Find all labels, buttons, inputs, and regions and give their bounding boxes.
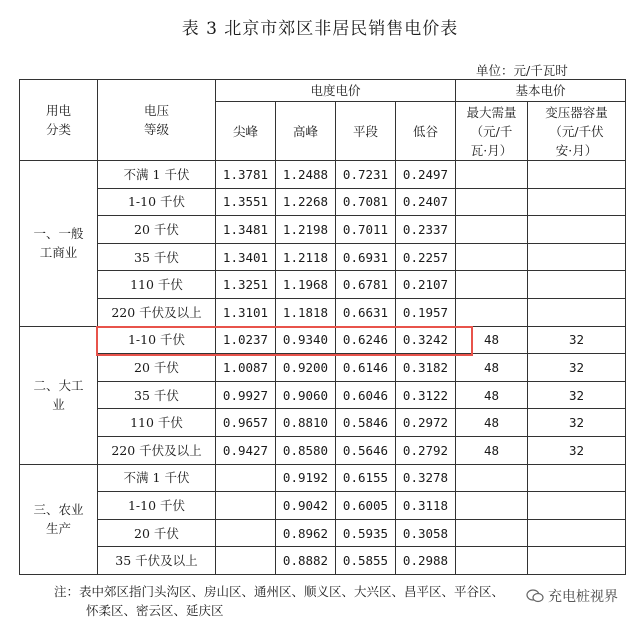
demand-cell (456, 519, 528, 547)
header-peak: 高峰 (276, 102, 336, 161)
demand-cell: 48 (456, 381, 528, 409)
capacity-cell (528, 243, 626, 271)
table-row (20, 161, 626, 189)
flat-cell: 0.6046 (336, 381, 396, 409)
capacity-cell (528, 519, 626, 547)
demand-cell (456, 216, 528, 244)
table-row (20, 464, 626, 492)
peak-cell: 0.9200 (276, 354, 336, 382)
tariff-table (19, 79, 626, 575)
table-row (20, 381, 626, 409)
peak-cell: 1.1968 (276, 271, 336, 299)
voltage-cell: 35 千伏 (98, 381, 216, 409)
flat-cell: 0.7081 (336, 188, 396, 216)
capacity-cell (528, 547, 626, 575)
sharp-cell: 0.9657 (216, 409, 276, 437)
demand-cell (456, 464, 528, 492)
voltage-cell: 35 千伏及以上 (98, 547, 216, 575)
flat-cell: 0.6155 (336, 464, 396, 492)
header-transformer-capacity: 变压器容量 （元/千伏 安·月） (528, 102, 626, 161)
header-basic-price: 基本电价 (456, 80, 626, 102)
watermark-text: 充电桩视界 (548, 589, 618, 605)
peak-cell: 0.9042 (276, 492, 336, 520)
capacity-cell: 32 (528, 354, 626, 382)
voltage-cell: 220 千伏及以上 (98, 298, 216, 326)
valley-cell: 0.2257 (396, 243, 456, 271)
sharp-cell: 1.0087 (216, 354, 276, 382)
header-max-demand: 最大需量 （元/千 瓦·月） (456, 102, 528, 161)
demand-cell (456, 188, 528, 216)
voltage-cell: 110 千伏 (98, 409, 216, 437)
demand-cell (456, 492, 528, 520)
voltage-cell: 不满 1 千伏 (98, 161, 216, 189)
table-row (20, 354, 626, 382)
sharp-cell: 1.3781 (216, 161, 276, 189)
sharp-cell (216, 547, 276, 575)
table-row (20, 492, 626, 520)
demand-cell (456, 298, 528, 326)
table-row (20, 409, 626, 437)
flat-cell: 0.6005 (336, 492, 396, 520)
sharp-cell: 1.3251 (216, 271, 276, 299)
capacity-cell: 32 (528, 409, 626, 437)
voltage-cell: 不满 1 千伏 (98, 464, 216, 492)
valley-cell: 0.2988 (396, 547, 456, 575)
sharp-cell (216, 519, 276, 547)
capacity-cell (528, 216, 626, 244)
voltage-cell: 20 千伏 (98, 354, 216, 382)
peak-cell: 0.8962 (276, 519, 336, 547)
category-cell: 二、大工 业 (20, 326, 98, 464)
voltage-cell: 1-10 千伏 (98, 326, 216, 354)
sharp-cell: 1.3481 (216, 216, 276, 244)
flat-cell: 0.6146 (336, 354, 396, 382)
flat-cell: 0.6631 (336, 298, 396, 326)
sharp-cell: 1.0237 (216, 326, 276, 354)
peak-cell: 0.8882 (276, 547, 336, 575)
flat-cell: 0.5935 (336, 519, 396, 547)
valley-cell: 0.3118 (396, 492, 456, 520)
capacity-cell (528, 188, 626, 216)
sharp-cell (216, 464, 276, 492)
sharp-cell: 1.3101 (216, 298, 276, 326)
peak-cell: 1.2118 (276, 243, 336, 271)
demand-cell (456, 161, 528, 189)
valley-cell: 0.3058 (396, 519, 456, 547)
table-row (20, 519, 626, 547)
valley-cell: 0.2792 (396, 436, 456, 464)
valley-cell: 0.2107 (396, 271, 456, 299)
footnote-line-1: 注：表中郊区指门头沟区、房山区、通州区、顺义区、大兴区、昌平区、平谷区、 (54, 584, 505, 599)
table-row (20, 298, 626, 326)
sharp-cell: 0.9427 (216, 436, 276, 464)
voltage-cell: 1-10 千伏 (98, 188, 216, 216)
flat-cell: 0.7011 (336, 216, 396, 244)
demand-cell: 48 (456, 326, 528, 354)
peak-cell: 0.9192 (276, 464, 336, 492)
flat-cell: 0.6781 (336, 271, 396, 299)
sharp-cell: 0.9927 (216, 381, 276, 409)
voltage-cell: 1-10 千伏 (98, 492, 216, 520)
demand-cell: 48 (456, 409, 528, 437)
valley-cell: 0.3242 (396, 326, 456, 354)
demand-cell: 48 (456, 436, 528, 464)
page-title: 表 3 北京市郊区非居民销售电价表 (181, 19, 459, 39)
header-flat: 平段 (336, 102, 396, 161)
peak-cell: 0.8810 (276, 409, 336, 437)
category-cell: 三、农业 生产 (20, 464, 98, 574)
capacity-cell (528, 492, 626, 520)
table-row (20, 188, 626, 216)
sharp-cell: 1.3401 (216, 243, 276, 271)
peak-cell: 0.8580 (276, 436, 336, 464)
capacity-cell (528, 298, 626, 326)
table-row (20, 326, 626, 354)
valley-cell: 0.2337 (396, 216, 456, 244)
header-sharp-peak: 尖峰 (216, 102, 276, 161)
header-voltage: 电压 等级 (98, 80, 216, 161)
capacity-cell (528, 271, 626, 299)
valley-cell: 0.2972 (396, 409, 456, 437)
flat-cell: 0.6931 (336, 243, 396, 271)
flat-cell: 0.6246 (336, 326, 396, 354)
sharp-cell: 1.3551 (216, 188, 276, 216)
valley-cell: 0.3122 (396, 381, 456, 409)
valley-cell: 0.3278 (396, 464, 456, 492)
demand-cell (456, 243, 528, 271)
peak-cell: 1.2268 (276, 188, 336, 216)
peak-cell: 0.9340 (276, 326, 336, 354)
valley-cell: 0.2407 (396, 188, 456, 216)
peak-cell: 0.9060 (276, 381, 336, 409)
flat-cell: 0.7231 (336, 161, 396, 189)
table-row (20, 216, 626, 244)
voltage-cell: 20 千伏 (98, 216, 216, 244)
header-energy-price: 电度电价 (216, 80, 456, 102)
capacity-cell (528, 464, 626, 492)
header-category: 用电 分类 (20, 80, 98, 161)
capacity-cell: 32 (528, 436, 626, 464)
flat-cell: 0.5846 (336, 409, 396, 437)
sharp-cell (216, 492, 276, 520)
unit-label: 单位：元/千瓦时 (476, 63, 568, 78)
demand-cell: 48 (456, 354, 528, 382)
category-cell: 一、一般 工商业 (20, 161, 98, 327)
peak-cell: 1.1818 (276, 298, 336, 326)
voltage-cell: 110 千伏 (98, 271, 216, 299)
wechat-icon (526, 589, 544, 603)
capacity-cell: 32 (528, 326, 626, 354)
peak-cell: 1.2488 (276, 161, 336, 189)
footnote-line-2: 怀柔区、密云区、延庆区 (86, 603, 224, 618)
table-row (20, 271, 626, 299)
table-row (20, 547, 626, 575)
table-row (20, 436, 626, 464)
capacity-cell (528, 161, 626, 189)
valley-cell: 0.3182 (396, 354, 456, 382)
flat-cell: 0.5855 (336, 547, 396, 575)
demand-cell (456, 547, 528, 575)
valley-cell: 0.1957 (396, 298, 456, 326)
table-row (20, 243, 626, 271)
voltage-cell: 35 千伏 (98, 243, 216, 271)
voltage-cell: 20 千伏 (98, 519, 216, 547)
demand-cell (456, 271, 528, 299)
peak-cell: 1.2198 (276, 216, 336, 244)
flat-cell: 0.5646 (336, 436, 396, 464)
header-valley: 低谷 (396, 102, 456, 161)
watermark (524, 586, 620, 606)
capacity-cell: 32 (528, 381, 626, 409)
voltage-cell: 220 千伏及以上 (98, 436, 216, 464)
valley-cell: 0.2497 (396, 161, 456, 189)
